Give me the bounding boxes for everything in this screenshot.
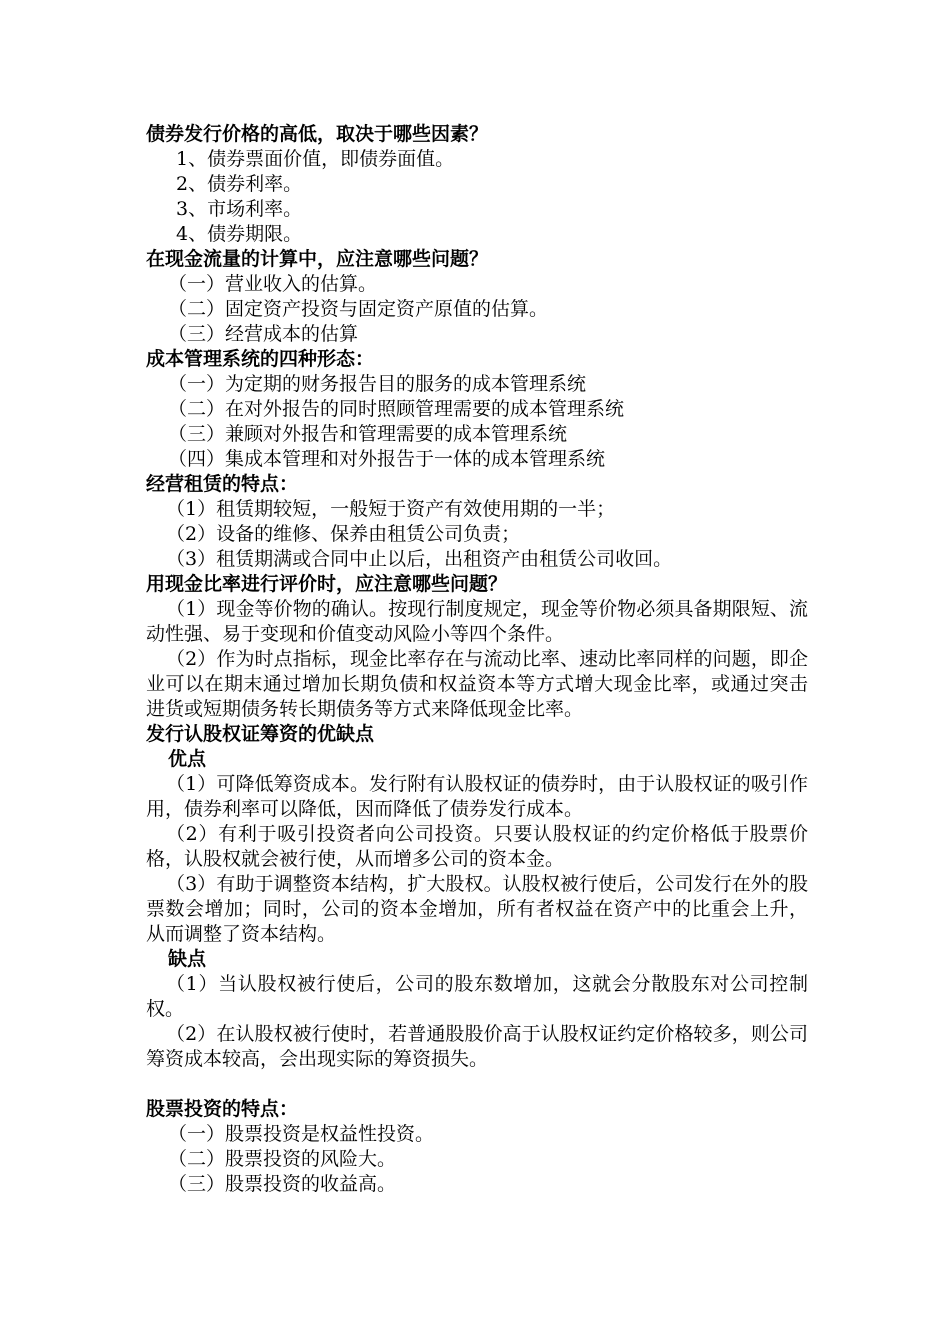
list-item: 3、市场利率。 xyxy=(176,198,303,220)
blank-line xyxy=(146,1072,808,1097)
list-item: （一）营业收入的估算。 xyxy=(168,273,378,295)
list-item: （3）租赁期满或合同中止以后，出租资产由租赁公司收回。 xyxy=(166,548,673,570)
list-item: （三）兼顾对外报告和管理需要的成本管理系统 xyxy=(168,423,568,445)
list-item: （一）股票投资是权益性投资。 xyxy=(168,1123,435,1145)
paragraph: （1）现金等价物的确认。按现行制度规定，现金等价物必须具备期限短、流动性强、易于变现和价值变动风险小等四个条件。 xyxy=(146,598,808,645)
paragraph: （1）当认股权被行使后，公司的股东数增加，这就会分散股东对公司控制权。 xyxy=(146,973,808,1020)
list-item: （一）为定期的财务报告目的服务的成本管理系统 xyxy=(168,373,587,395)
list-item: 2、债券利率。 xyxy=(176,173,303,195)
list-item: （2）设备的维修、保养由租赁公司负责； xyxy=(166,523,521,545)
section-heading: 债券发行价格的高低，取决于哪些因素？ xyxy=(146,123,489,145)
list-item: （二）在对外报告的同时照顾管理需要的成本管理系统 xyxy=(168,398,625,420)
section-heading: 在现金流量的计算中，应注意哪些问题？ xyxy=(146,248,489,270)
list-item: 1、债券票面价值，即债券面值。 xyxy=(176,148,455,170)
list-item: （二）固定资产投资与固定资产原值的估算。 xyxy=(168,298,549,320)
section-heading: 经营租赁的特点： xyxy=(146,473,299,495)
section-heading: 成本管理系统的四种形态： xyxy=(146,348,375,370)
list-item: （三）股票投资的收益高。 xyxy=(168,1173,397,1195)
paragraph: （2）有利于吸引投资者向公司投资。只要认股权证的约定价格低于股票价格，认股权就会被行使，从而增多公司的资本金。 xyxy=(146,823,808,870)
list-item: （1）租赁期较短，一般短于资产有效使用期的一半； xyxy=(166,498,616,520)
paragraph: （3）有助于调整资本结构，扩大股权。认股权被行使后，公司发行在外的股票数会增加；同时，公司的资本金增加，所有者权益在资产中的比重会上升，从而调整了资本结构。 xyxy=(146,873,808,945)
list-item: 4、债券期限。 xyxy=(176,223,303,245)
paragraph: （2）作为时点指标，现金比率存在与流动比率、速动比率同样的问题，即企业可以在期末通过增加长期负债和权益资本等方式增大现金比率，或通过突击进货或短期债务转长期债务等方式来降低现金比率。 xyxy=(146,648,808,720)
document-body xyxy=(146,122,808,1197)
section-heading: 用现金比率进行评价时，应注意哪些问题？ xyxy=(146,573,508,595)
section-heading: 发行认股权证筹资的优缺点 xyxy=(146,723,375,745)
section-heading: 股票投资的特点： xyxy=(146,1098,299,1120)
paragraph: （2）在认股权被行使时，若普通股股价高于认股权证约定价格较多，则公司筹资成本较高，会出现实际的筹资损失。 xyxy=(146,1023,808,1070)
list-item: （三）经营成本的估算 xyxy=(168,323,359,345)
subheading-cons: 缺点 xyxy=(168,948,207,970)
paragraph: （1）可降低筹资成本。发行附有认股权证的债券时，由于认股权证的吸引作用，债券利率可以降低，因而降低了债券发行成本。 xyxy=(146,773,808,820)
list-item: （四）集成本管理和对外报告于一体的成本管理系统 xyxy=(168,448,606,470)
subheading-pros: 优点 xyxy=(168,748,207,770)
list-item: （二）股票投资的风险大。 xyxy=(168,1148,397,1170)
